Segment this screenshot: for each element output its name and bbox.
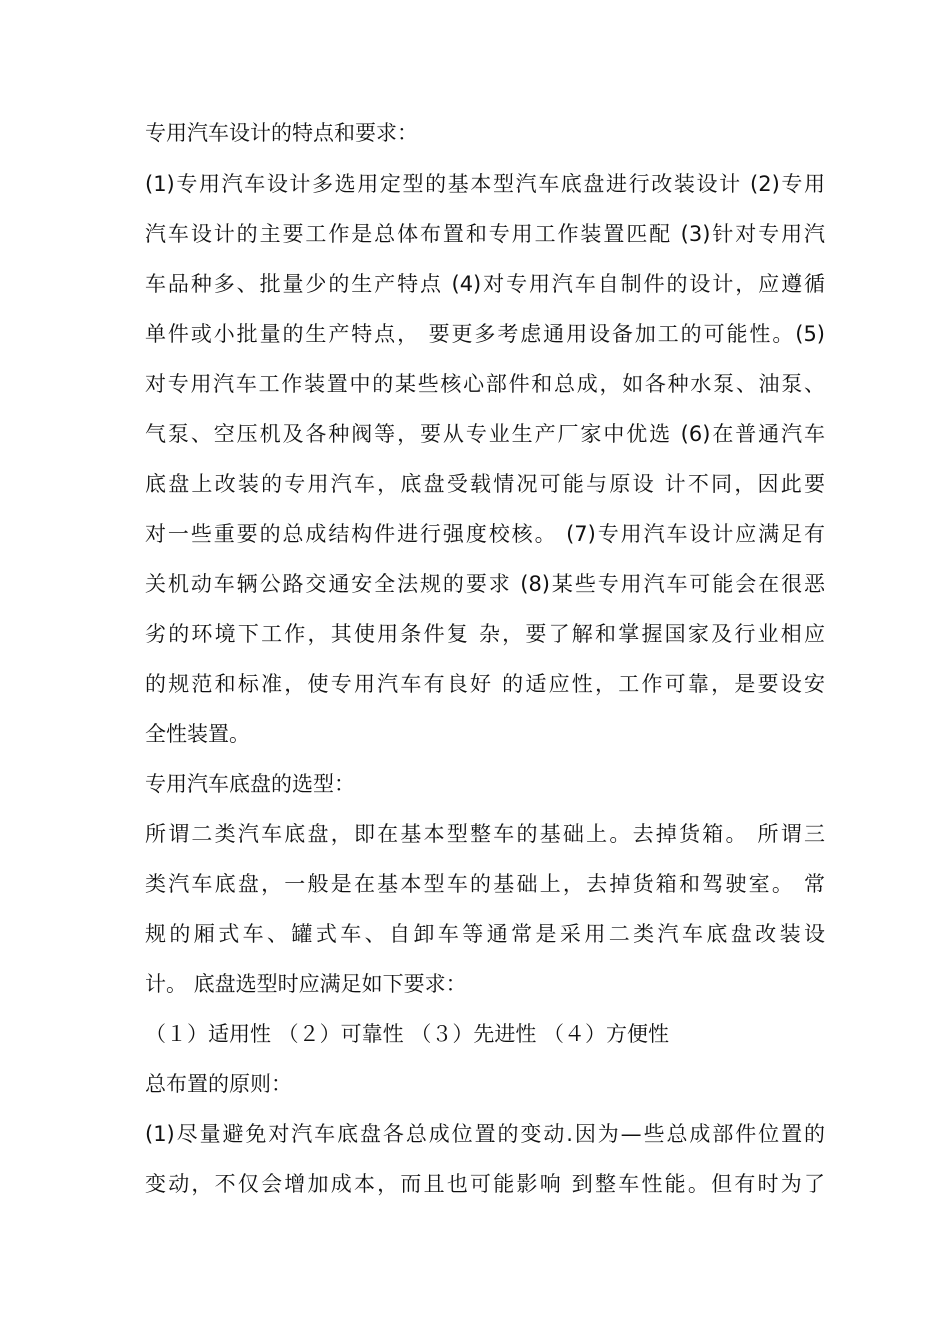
paragraph-line: 气泵、空压机及各种阀等，要从专业生产厂家中优选 (6)在普通汽车 [145,422,825,446]
paragraph-line: 关机动车辆公路交通安全法规的要求 (8)某些专用汽车可能会在很恶 [145,572,825,596]
paragraph-line: (1)尽量避免对汽车底盘各总成位置的变动.因为—些总成部件位置的 [145,1122,825,1146]
paragraph-line: 单件或小批量的生产特点， 要更多考虑通用设备加工的可能性。(5) [145,322,825,346]
paragraph-line: 车品种多、批量少的生产特点 (4)对专用汽车自制件的设计，应遵循 [145,272,825,296]
paragraph-line: 计。 底盘选型时应满足如下要求： [145,972,467,996]
paragraph-line: (1)专用汽车设计多选用定型的基本型汽车底盘进行改装设计 (2)专用 [145,172,825,196]
requirements-list: （１）适用性 （２）可靠性 （３）先进性 （４）方便性 [145,1022,670,1046]
paragraph-line: 的规范和标准，使专用汽车有良好 的适应性，工作可靠，是要设安 [145,672,825,696]
paragraph-line: 对一些重要的总成结构件进行强度校核。 (7)专用汽车设计应满足有 [145,522,825,546]
section-heading-layout: 总布置的原则： [145,1072,292,1096]
paragraph-line: 全性装置。 [145,722,250,746]
section-heading-features: 专用汽车设计的特点和要求： [145,121,418,145]
paragraph-line: 劣的环境下工作，其使用条件复 杂，要了解和掌握国家及行业相应 [145,622,825,646]
paragraph-line: 底盘上改装的专用汽车，底盘受载情况可能与原设 计不同，因此要 [145,472,825,496]
paragraph-line: 所谓二类汽车底盘，即在基本型整车的基础上。去掉货箱。 所谓三 [145,822,825,846]
paragraph-line: 变动，不仅会增加成本，而且也可能影响 到整车性能。但有时为了 [145,1172,825,1196]
paragraph-line: 规的厢式车、罐式车、自卸车等通常是采用二类汽车底盘改装设 [145,922,825,946]
paragraph-line: 对专用汽车工作装置中的某些核心部件和总成，如各种水泵、油泵、 [145,372,825,396]
paragraph-line: 汽车设计的主要工作是总体布置和专用工作装置匹配 (3)针对专用汽 [145,222,825,246]
section-heading-chassis: 专用汽车底盘的选型： [145,772,355,796]
paragraph-line: 类汽车底盘，一般是在基本型车的基础上，去掉货箱和驾驶室。 常 [145,872,825,896]
